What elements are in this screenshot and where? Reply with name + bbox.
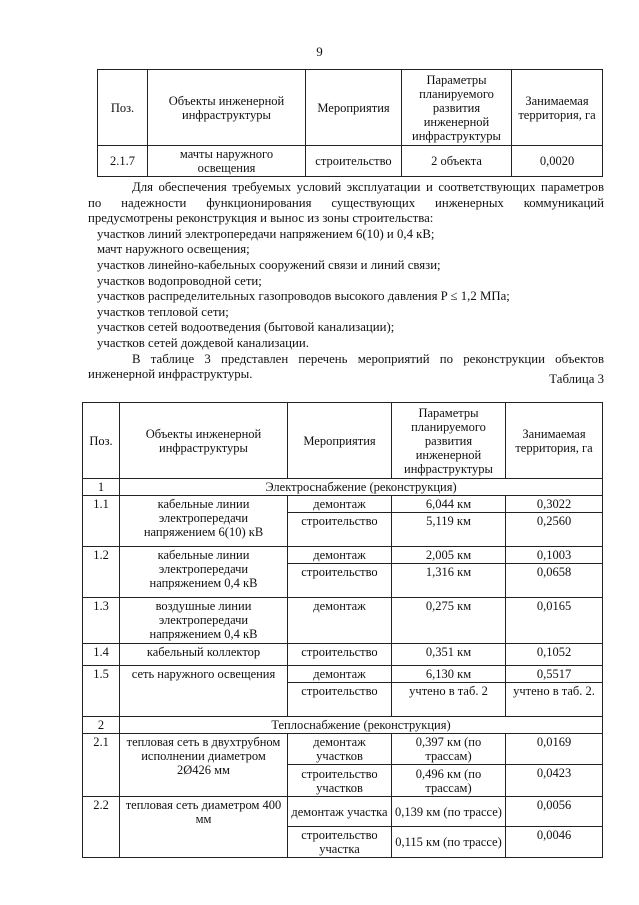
header-parameters: Параметры планируемого развития инженерной инфраструктуры xyxy=(392,403,506,479)
row-measure: строительство участка xyxy=(288,827,392,858)
row-object: воздушные линии электропередачи напряжением 0,4 кВ xyxy=(120,598,288,644)
header-measures: Мероприятия xyxy=(306,70,402,146)
row-parameter: 2,005 км xyxy=(392,547,506,564)
intro-paragraph: Для обеспечения требуемых условий эксплуатации и соответствующих параметров по надежности функционирования существующих инженерных коммуникаций предусмотрены реконструкция и вынос из зоны строительства: xyxy=(88,180,604,226)
row-parameter: 0,139 км (по трассе) xyxy=(392,797,506,827)
row-parameter: 0,351 км xyxy=(392,644,506,666)
row-parameter: 6,130 км xyxy=(392,666,506,683)
header-objects: Объекты инженерной инфраструктуры xyxy=(120,403,288,479)
row-measure: строительство xyxy=(288,683,392,717)
table-3 xyxy=(82,402,603,858)
row-measure: демонтаж xyxy=(288,598,392,644)
row-object: кабельные линии электропередачи напряжением 6(10) кВ xyxy=(120,496,288,547)
table-caption: Таблица 3 xyxy=(549,372,604,386)
row-parameter: 0,397 км (по трассам) xyxy=(392,734,506,765)
row-territory: 0,3022 xyxy=(506,496,603,513)
row-measure: строительство xyxy=(288,644,392,666)
row-parameter: учтено в таб. 2 xyxy=(392,683,506,717)
row-pos: 2.2 xyxy=(83,797,120,858)
row-pos: 1.1 xyxy=(83,496,120,547)
list-item: участков линейно-кабельных сооружений связи и линий связи; xyxy=(97,257,441,272)
list-item: участков распределительных газопроводов высокого давления P ≤ 1,2 МПа; xyxy=(97,289,510,304)
section-number: 2 xyxy=(83,717,120,734)
row-object: кабельные линии электропередачи напряжением 0,4 кВ xyxy=(120,547,288,598)
row-pos: 1.4 xyxy=(83,644,120,666)
row-measure: демонтаж участка xyxy=(288,797,392,827)
table-cell: мачты наружного освещения xyxy=(148,146,306,177)
row-territory: 0,0423 xyxy=(506,765,603,797)
list-item: участков водопроводной сети; xyxy=(97,273,262,288)
row-parameter: 0,275 км xyxy=(392,598,506,644)
row-parameter: 5,119 км xyxy=(392,513,506,547)
row-measure: демонтаж участков xyxy=(288,734,392,765)
row-parameter: 1,316 км xyxy=(392,564,506,598)
row-territory: 0,0169 xyxy=(506,734,603,765)
header-pos: Поз. xyxy=(98,70,148,146)
header-territory: Занимаемая территория, га xyxy=(506,403,603,479)
list-item: участков тепловой сети; xyxy=(97,304,229,319)
section-title: Электроснабжение (реконструкция) xyxy=(120,479,603,496)
row-object: сеть наружного освещения xyxy=(120,666,288,717)
row-pos: 1.5 xyxy=(83,666,120,717)
row-territory: 0,2560 xyxy=(506,513,603,547)
row-measure: демонтаж xyxy=(288,496,392,513)
closing-paragraph: В таблице 3 представлен перечень мероприятий по реконструкции объектов инженерной инфраструктуры. xyxy=(88,351,604,382)
header-pos: Поз. xyxy=(83,403,120,479)
row-measure: демонтаж xyxy=(288,547,392,564)
list-item: участков сетей дождевой канализации. xyxy=(97,335,309,350)
table-cell: 2 объекта xyxy=(402,146,512,177)
row-measure: демонтаж xyxy=(288,666,392,683)
table-cell: строительство xyxy=(306,146,402,177)
row-pos: 2.1 xyxy=(83,734,120,797)
row-pos: 1.2 xyxy=(83,547,120,598)
row-measure: строительство xyxy=(288,513,392,547)
row-parameter: 0,115 км (по трассе) xyxy=(392,827,506,858)
row-territory: 0,0658 xyxy=(506,564,603,598)
row-object: кабельный коллектор xyxy=(120,644,288,666)
row-territory: 0,1003 xyxy=(506,547,603,564)
table-cell: 0,0020 xyxy=(512,146,603,177)
list-item: участков линий электропередачи напряжением 6(10) и 0,4 кВ; xyxy=(97,226,435,241)
header-measures: Мероприятия xyxy=(288,403,392,479)
row-territory: 0,1052 xyxy=(506,644,603,666)
row-object: тепловая сеть диаметром 400 мм xyxy=(120,797,288,858)
row-territory: 0,5517 xyxy=(506,666,603,683)
table-cell: 2.1.7 xyxy=(98,146,148,177)
header-parameters: Параметры планируемого развития инженерной инфраструктуры xyxy=(402,70,512,146)
section-title: Теплоснабжение (реконструкция) xyxy=(120,717,603,734)
row-object: тепловая сеть в двухтрубном исполнении диаметром 2Ø426 мм xyxy=(120,734,288,797)
row-pos: 1.3 xyxy=(83,598,120,644)
row-territory: 0,0056 xyxy=(506,797,603,827)
body-text xyxy=(88,180,604,383)
top-table xyxy=(97,69,603,177)
page-number: 9 xyxy=(316,44,323,59)
list-item: участков сетей водоотведения (бытовой канализации); xyxy=(97,320,395,335)
list-item: мачт наружного освещения; xyxy=(97,242,250,257)
section-number: 1 xyxy=(83,479,120,496)
row-parameter: 0,496 км (по трассам) xyxy=(392,765,506,797)
header-objects: Объекты инженерной инфраструктуры xyxy=(148,70,306,146)
row-measure: строительство участков xyxy=(288,765,392,797)
row-territory: учтено в таб. 2. xyxy=(506,683,603,717)
row-measure: строительство xyxy=(288,564,392,598)
row-territory: 0,0165 xyxy=(506,598,603,644)
row-territory: 0,0046 xyxy=(506,827,603,858)
row-parameter: 6,044 км xyxy=(392,496,506,513)
header-territory: Занимаемая территория, га xyxy=(512,70,603,146)
